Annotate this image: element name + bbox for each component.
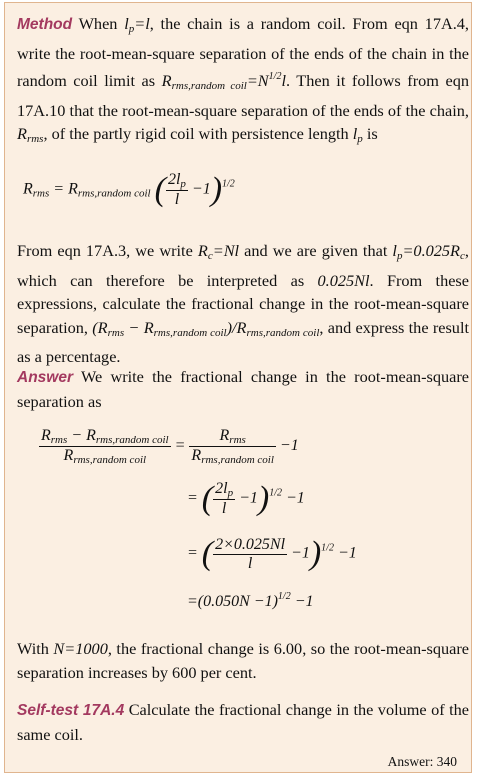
derivation-step-2: = ( $\frac{2l_p}{l}$ −1)$^{1/2}$ −1 <box>187 480 305 517</box>
given-text-2: and we are given that <box>244 241 388 260</box>
selftest-paragraph <box>17 698 469 746</box>
derivation-step-3: = ( $\frac{2\times 0.025Nl}{l}$ −1)$^{1/2}$ −1 <box>187 535 357 572</box>
answer-text-1: We write the fractional change in the root-mean-square separation as <box>17 367 469 411</box>
math-n-val: N=1000 <box>53 639 108 658</box>
method-paragraph <box>17 12 469 152</box>
math-rc-eq: $R_c=Nl$ <box>197 241 240 262</box>
math-lp-eq-l: $l_p=l$ <box>124 14 150 35</box>
equation-main: $R_{rms} = R_{rms,random coil}$ ( $\frac{2l_p}{l}$ −1)$^{1/2}$ <box>23 171 235 208</box>
selftest-label: Self-test 17A.4 <box>17 702 125 719</box>
conclusion-text-2: , the fractional change is 6.00, so the root-mean-square separation increases by 600 per cent. <box>17 639 469 682</box>
derivation-step-1: $\frac{R_{rms} - R_{rms,random coil}}{R_{rms,random coil}}$ = $\frac{R_{rms}}{R_{rms,random coil}}$ −1 <box>41 427 299 466</box>
conclusion-paragraph <box>17 637 469 684</box>
math-lp: $l_p$ <box>352 124 363 145</box>
given-text-5: , and express the result as a percentage. <box>17 317 469 366</box>
method-text-1: When <box>78 14 118 33</box>
selftest-text: Calculate the fractional change in the volume of the same coil. <box>17 700 470 744</box>
math-val-025: 0.025Nl <box>317 270 370 290</box>
math-frac-change: $(R_{rms} - R_{rms,random coil})/R_{rms,random coil}$ <box>92 317 320 339</box>
derivation-step-4: $=(0.050N -1)^{1/2} -1$ <box>187 591 314 610</box>
method-label: Method <box>17 16 73 33</box>
given-text-4: . From these expressions, calculate the fractional change in the root-mean-square separation, <box>17 270 469 337</box>
given-text-1: From eqn 17A.3, we write <box>17 241 193 260</box>
worked-example-box <box>4 2 472 773</box>
given-paragraph <box>17 239 469 369</box>
answer-paragraph <box>17 365 469 413</box>
conclusion-text-1: With <box>17 639 49 658</box>
selftest-answer: Answer: 340 <box>387 754 457 769</box>
math-lp-val: $l_p=0.025R_c$ <box>392 241 465 262</box>
method-text-2: , the chain is a random coil. From eqn 17A.4, write the root-mean-square separation of the ends of the chain in the random coil limit as <box>17 14 470 90</box>
method-text-3: . Then it follows from eqn 17A.10 that the root-mean-square separation of the ends of the chain, <box>17 71 469 120</box>
method-text-4: , of the partly rigid coil with persistence length <box>43 124 349 143</box>
math-rms: $R_{rms}$ <box>17 124 44 145</box>
answer-label: Answer <box>17 369 73 386</box>
math-rms-random: $R_{rms,random coil}=N^{1/2}l$ <box>161 71 286 92</box>
given-text-3: , which can therefore be interpreted as <box>17 241 469 290</box>
method-text-5: is <box>366 124 378 143</box>
